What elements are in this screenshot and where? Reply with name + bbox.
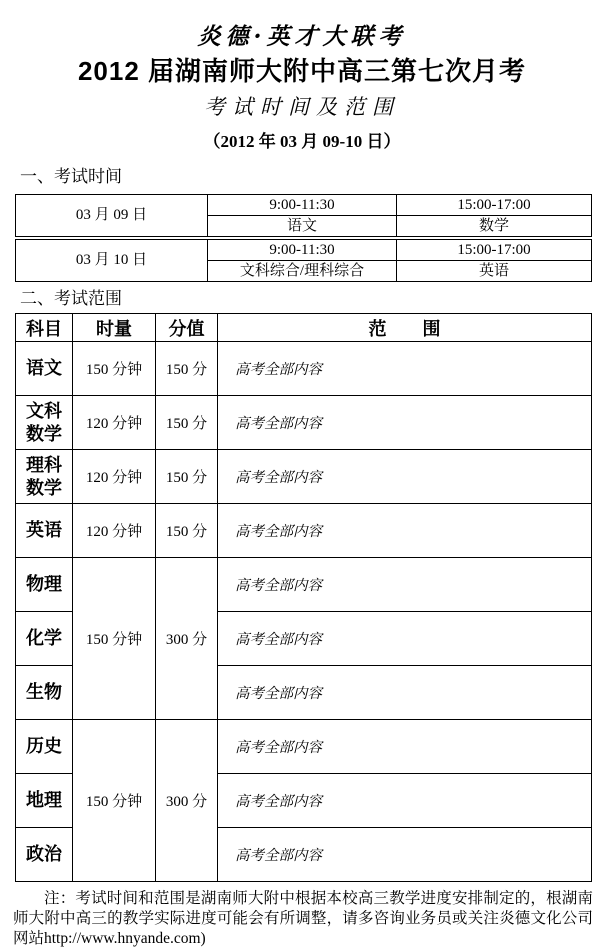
section-time-heading: 一、考试时间 bbox=[20, 167, 122, 186]
session-time-cell: 15:00-17:00 bbox=[397, 195, 592, 216]
range-cell: 高考全部内容 bbox=[218, 666, 592, 720]
score-cell: 150 分 bbox=[156, 396, 218, 450]
range-cell: 高考全部内容 bbox=[218, 342, 592, 396]
range-cell: 高考全部内容 bbox=[218, 720, 592, 774]
table-row bbox=[16, 240, 592, 261]
subject-cell: 理科数学 bbox=[16, 450, 73, 504]
range-cell: 高考全部内容 bbox=[218, 828, 592, 882]
subject-cell: 地理 bbox=[16, 774, 73, 828]
score-cell: 150 分 bbox=[156, 450, 218, 504]
session-subject-cell: 英语 bbox=[397, 261, 592, 282]
subject-cell: 物理 bbox=[16, 558, 73, 612]
subject-cell: 化学 bbox=[16, 612, 73, 666]
duration-header: 时量 bbox=[73, 314, 156, 342]
score-cell: 300 分 bbox=[156, 558, 218, 720]
session-time-cell: 9:00-11:30 bbox=[208, 240, 397, 261]
score-cell: 150 分 bbox=[156, 504, 218, 558]
subject-cell: 政治 bbox=[16, 828, 73, 882]
subject-header: 科目 bbox=[16, 314, 73, 342]
range-cell: 高考全部内容 bbox=[218, 504, 592, 558]
subject-cell: 英语 bbox=[16, 504, 73, 558]
exam-scope-table bbox=[15, 313, 592, 882]
table-header-row bbox=[16, 314, 592, 342]
score-cell: 300 分 bbox=[156, 720, 218, 882]
table-row bbox=[16, 342, 592, 396]
duration-cell: 120 分钟 bbox=[73, 450, 156, 504]
duration-cell: 150 分钟 bbox=[73, 558, 156, 720]
session-subject-cell: 数学 bbox=[397, 216, 592, 237]
brand-title: 炎德·英才大联考 bbox=[197, 23, 407, 50]
exam-date-range: （2012 年 03 月 09-10 日） bbox=[203, 132, 401, 151]
range-cell: 高考全部内容 bbox=[218, 396, 592, 450]
table-row bbox=[16, 396, 592, 450]
table-row bbox=[16, 504, 592, 558]
subject-cell: 语文 bbox=[16, 342, 73, 396]
subject-cell: 文科数学 bbox=[16, 396, 73, 450]
exam-date-cell: 03 月 10 日 bbox=[16, 240, 208, 282]
range-cell: 高考全部内容 bbox=[218, 450, 592, 504]
session-subject-cell: 语文 bbox=[208, 216, 397, 237]
exam-time-table-day2 bbox=[15, 239, 592, 282]
duration-cell: 150 分钟 bbox=[73, 720, 156, 882]
session-subject-cell: 文科综合/理科综合 bbox=[208, 261, 397, 282]
exam-title: 2012 届湖南师大附中高三第七次月考 bbox=[77, 56, 527, 86]
range-cell: 高考全部内容 bbox=[218, 612, 592, 666]
session-time-cell: 9:00-11:30 bbox=[208, 195, 397, 216]
exam-subtitle: 考试时间及范围 bbox=[204, 95, 400, 119]
subject-cell: 生物 bbox=[16, 666, 73, 720]
range-header: 范 围 bbox=[218, 314, 592, 342]
exam-date-cell: 03 月 09 日 bbox=[16, 195, 208, 237]
duration-cell: 120 分钟 bbox=[73, 504, 156, 558]
table-row bbox=[16, 720, 592, 774]
range-cell: 高考全部内容 bbox=[218, 774, 592, 828]
table-row bbox=[16, 558, 592, 612]
duration-cell: 120 分钟 bbox=[73, 396, 156, 450]
section-scope-heading: 二、考试范围 bbox=[20, 289, 122, 308]
session-time-cell: 15:00-17:00 bbox=[397, 240, 592, 261]
table-row bbox=[16, 195, 592, 216]
table-row bbox=[16, 450, 592, 504]
score-cell: 150 分 bbox=[156, 342, 218, 396]
score-header: 分值 bbox=[156, 314, 218, 342]
exam-time-table-day1 bbox=[15, 194, 592, 237]
range-cell: 高考全部内容 bbox=[218, 558, 592, 612]
subject-cell: 历史 bbox=[16, 720, 73, 774]
footer-note: 注：考试时间和范围是湖南师大附中根据本校高三教学进度安排制定的，根湖南师大附中高三的教学实际进度可能会有所调整，请多咨询业务员或关注炎德文化公司网站http://www.hnyande.com) bbox=[13, 890, 593, 947]
duration-cell: 150 分钟 bbox=[73, 342, 156, 396]
